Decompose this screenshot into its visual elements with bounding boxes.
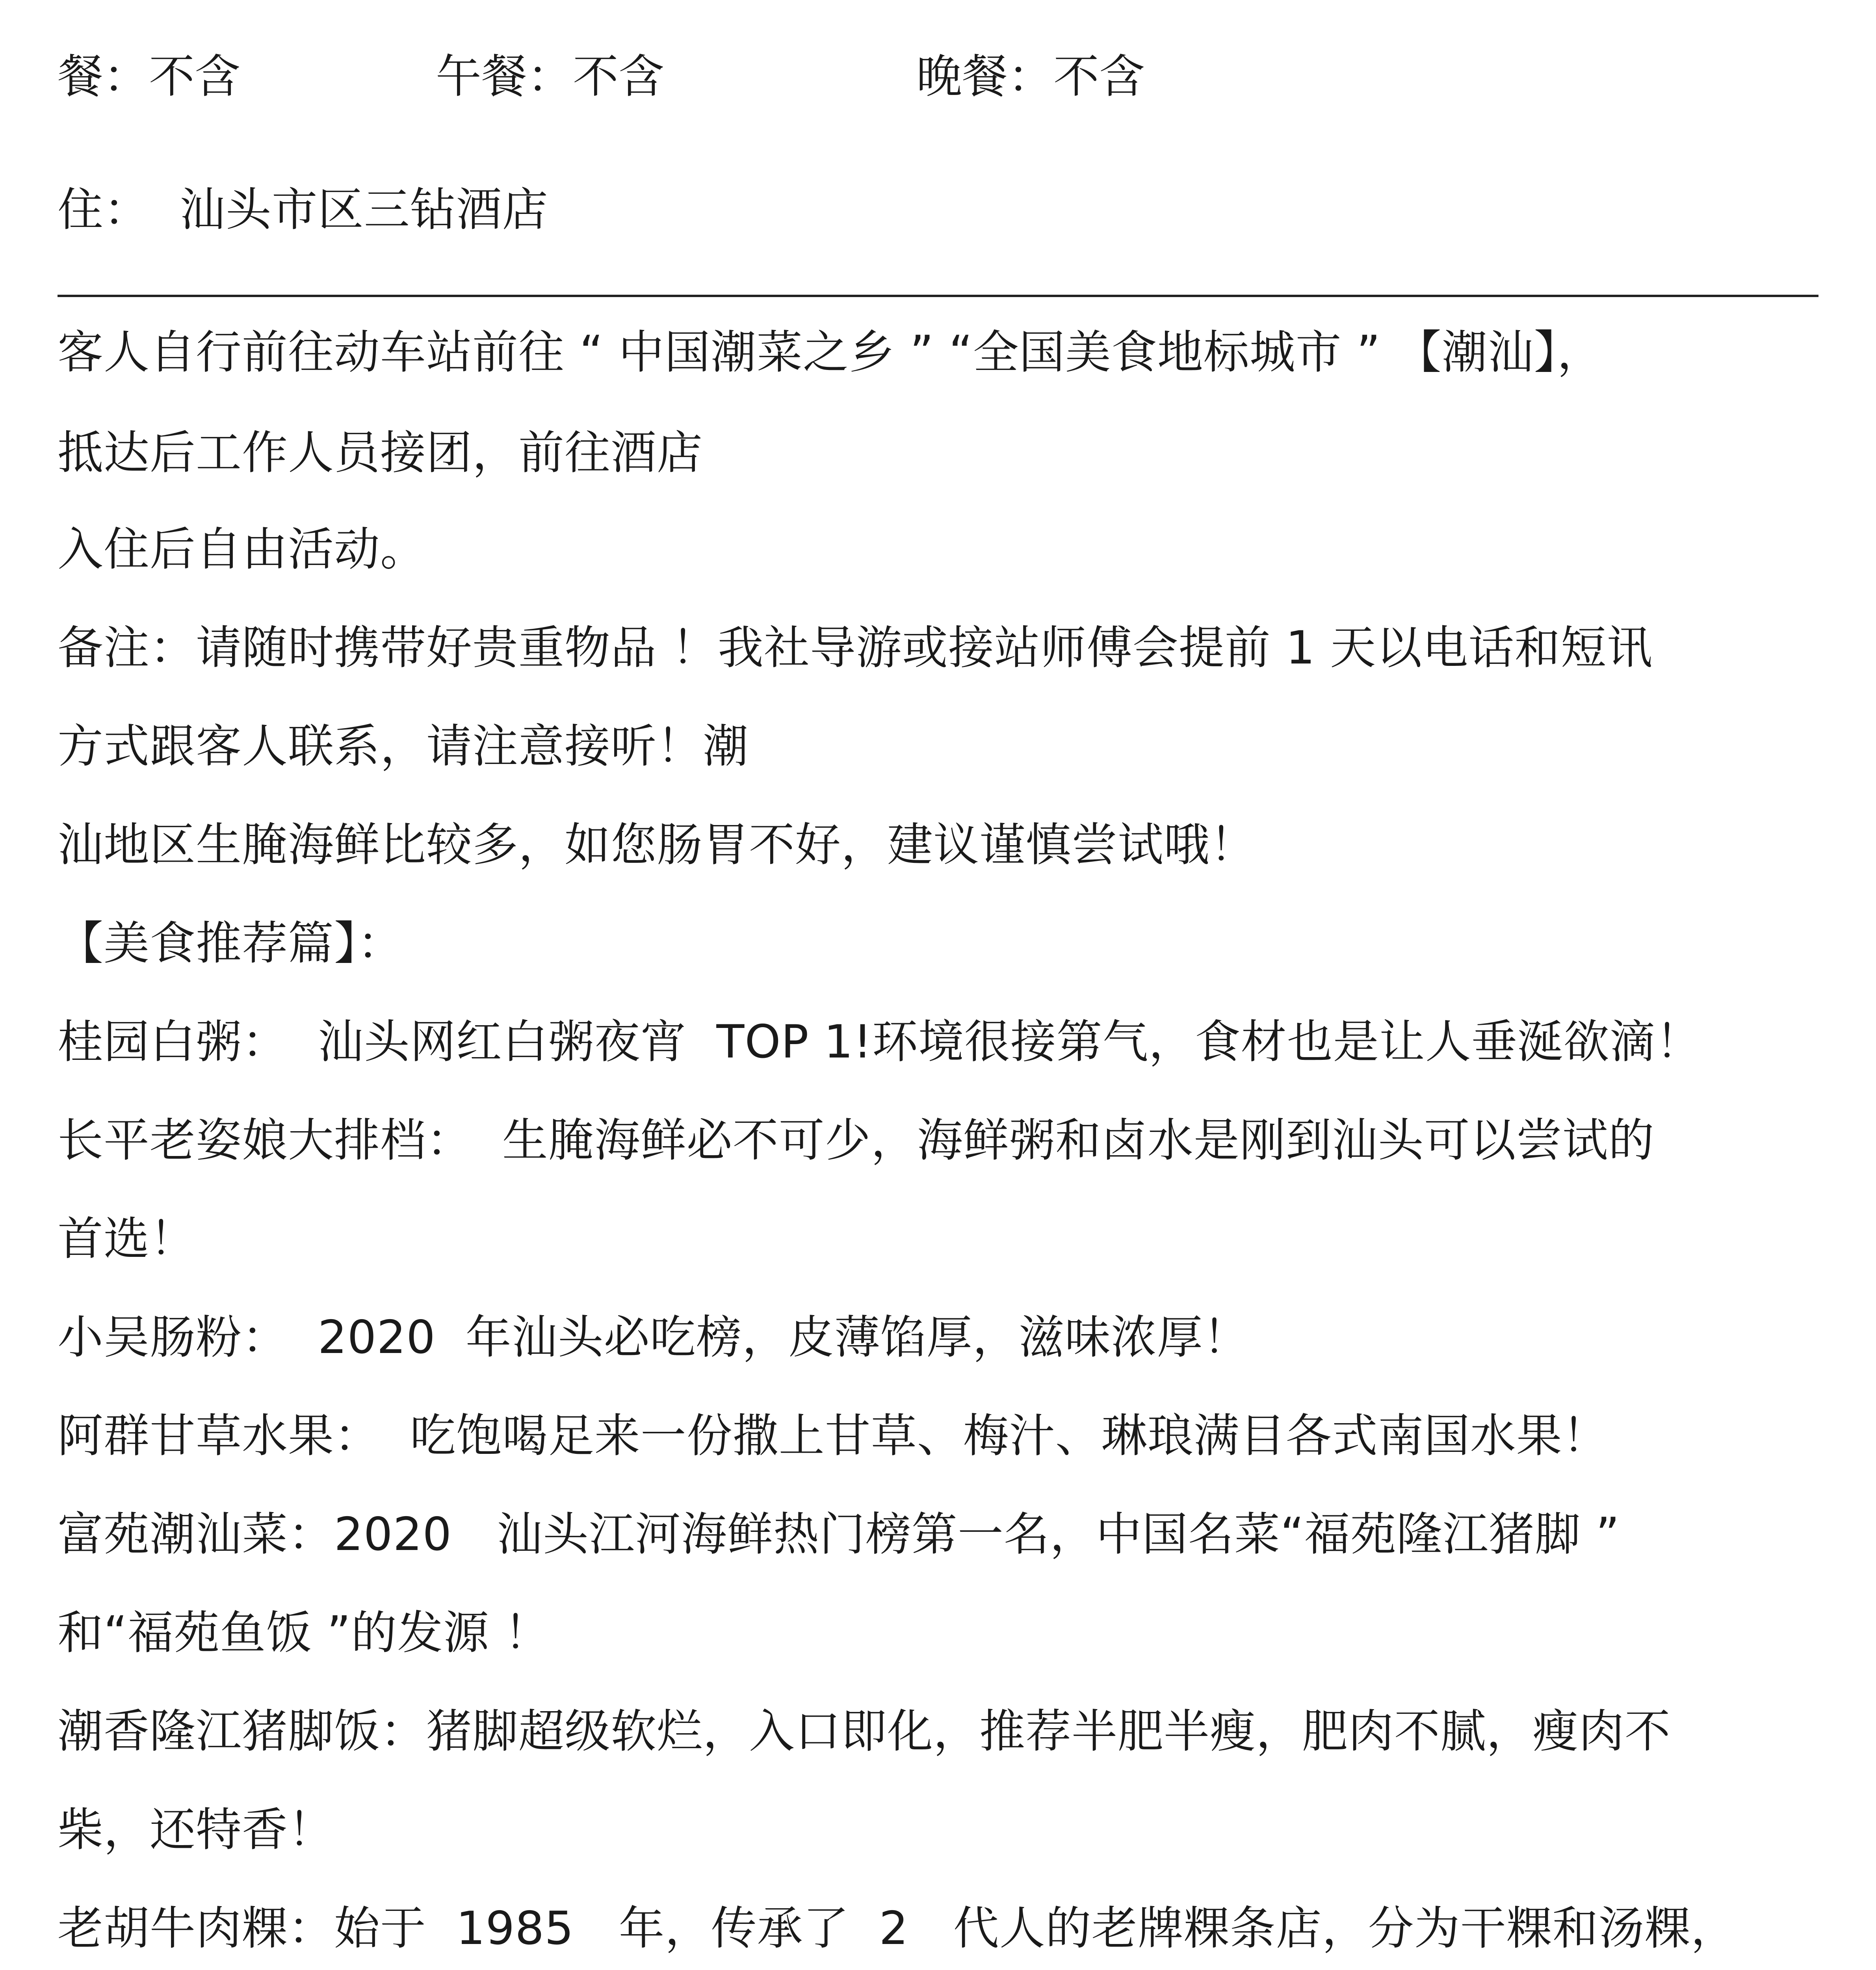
text-line-2: 抵达后工作人员接团，前往酒店 [58,426,703,479]
text-line-1: 客人自行前往动车站前往 “ 中国潮菜之乡 ” “全国美食地标城市 ” 【潮汕】， [58,326,1603,379]
text-line-3: 入住后自由活动。 [58,523,426,576]
lunch-info: 午餐：不含 [436,50,664,103]
meals-row [58,47,1830,106]
breakfast-info: 餐：不含 [58,50,240,103]
food-item-laohu: 老胡牛肉粿：始于 1985 年，传承了 2 代人的老牌粿条店，分为干粿和汤粿， [58,1902,1737,1955]
food-item-chaoxiang: 潮香隆江猪脚饭：猪脚超级软烂，入口即化，推荐半肥半瘦，肥肉不腻，瘦肉不 [58,1705,1671,1758]
food-section-heading: 【美食推荐篇】： [58,917,403,970]
food-item-changping: 长平老姿娘大排档： 生腌海鲜必不可少，海鲜粥和卤水是刚到汕头可以尝试的 [58,1114,1655,1167]
divider-line [58,295,1818,297]
food-item-changping-cont: 首选！ [58,1212,196,1266]
food-item-chaoxiang-cont: 柴，还特香！ [58,1803,334,1857]
remark-line-3: 汕地区生腌海鲜比较多，如您肠胃不好，建议谨慎尝试哦！ [58,818,1256,872]
food-item-guiyuan: 桂园白粥： 汕头网红白粥夜宵 TOP 1!环境很接第气，食材也是让人垂涎欲滴！ [58,1015,1702,1069]
accommodation-info: 住： 汕头市区三钻酒店 [58,183,548,236]
food-item-aqun: 阿群甘草水果： 吃饱喝足来一份撒上甘草、梅汁、琳琅满目各式南国水果！ [58,1409,1609,1463]
remark-line-1: 备注：请随时携带好贵重物品 ！我社导游或接站师傅会提前 1 天以电话和短讯 [58,621,1653,675]
remark-line-2: 方式跟客人联系，请注意接听！潮 [58,720,749,773]
food-item-xiaowu: 小吴肠粉： 2020 年汕头必吃榜，皮薄馅厚，滋味浓厚！ [58,1311,1249,1364]
food-item-fuyuan: 富苑潮汕菜：2020 汕头江河海鲜热门榜第一名，中国名菜“福苑隆江猪脚 ” [58,1508,1620,1561]
dinner-info: 晚餐：不含 [916,50,1145,103]
food-item-fuyuan-cont: 和“福苑鱼饭 ”的发源 ！ [58,1606,550,1660]
